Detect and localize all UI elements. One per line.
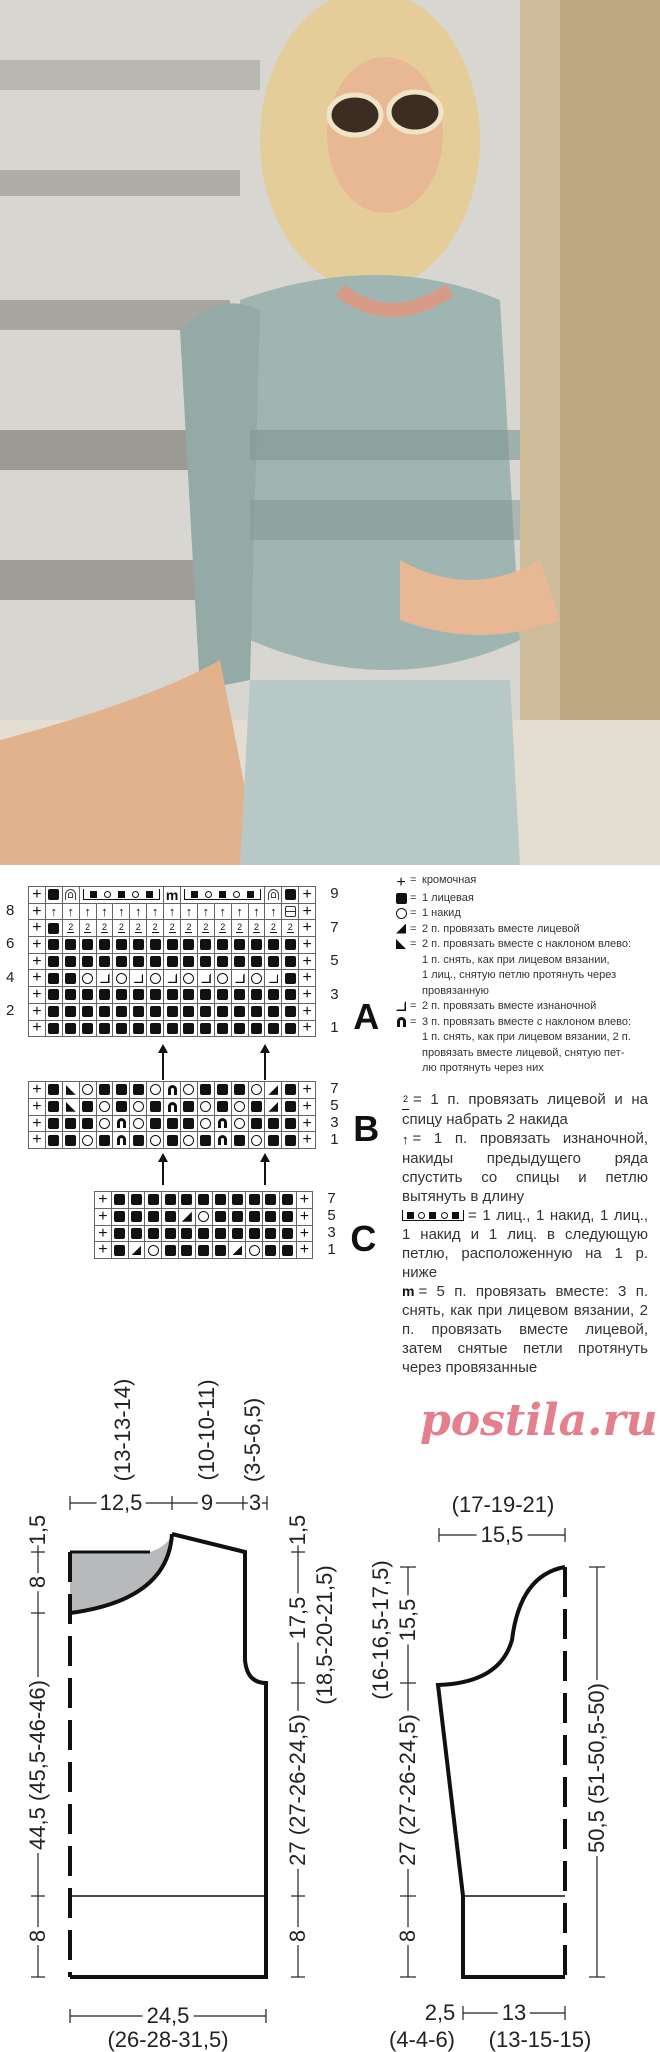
front-armhole-height: 17,5 bbox=[287, 1594, 309, 1643]
edge-stitch-icon: + bbox=[32, 885, 42, 903]
equals-sign: = bbox=[410, 1000, 417, 1012]
front-bottom-width-sizes: (26-28-31,5) bbox=[107, 2027, 229, 2052]
row-number: 9 bbox=[330, 885, 339, 903]
edge-stitch-icon: + bbox=[302, 952, 312, 970]
dropped-yo-arrow-icon: ↑ bbox=[202, 904, 210, 920]
row-number: 3 bbox=[330, 1114, 339, 1131]
row-number: 7 bbox=[330, 1080, 339, 1098]
edge-stitch-icon: + bbox=[98, 1224, 108, 1242]
row-number: 4 bbox=[6, 968, 15, 986]
double-yo-icon: 2 bbox=[102, 922, 108, 933]
dropped-yo-arrow-icon: ↑ bbox=[67, 904, 74, 920]
sleeve-cap-sizes: (16-16,5-17,5) bbox=[368, 1560, 393, 1700]
row-number: 3 bbox=[330, 985, 339, 1003]
legend-text: 2 п. провязать вместе лицевой bbox=[422, 922, 580, 935]
equals-sign: = bbox=[410, 907, 417, 919]
edge-stitch-icon: + bbox=[32, 1080, 42, 1098]
front-right-rib-height: 8 bbox=[287, 1927, 309, 1945]
dropped-yo-arrow-icon: ↑ bbox=[236, 904, 243, 920]
row-number: 1 bbox=[330, 1018, 339, 1036]
edge-stitch-icon: + bbox=[302, 1080, 312, 1098]
front-armhole-sizes: (18,5-20-21,5) bbox=[312, 1565, 337, 1705]
front-piece bbox=[70, 1534, 266, 1977]
front-side-length: 27 (27-26-24,5) bbox=[287, 1711, 309, 1869]
dropped-yo-arrow-icon: ↑ bbox=[118, 904, 125, 920]
edge-stitch-icon: + bbox=[32, 985, 42, 1003]
edge-stitch-icon: + bbox=[302, 1097, 312, 1115]
front-neck-width: 12,5 bbox=[97, 1492, 146, 1514]
dropped-yo-arrow-icon: ↑ bbox=[50, 904, 58, 920]
equals-sign: = bbox=[410, 1015, 417, 1028]
front-shoulder-width-sizes: (3-5-6,5) bbox=[240, 1397, 265, 1483]
edge-stitch-icon: + bbox=[98, 1241, 108, 1259]
front-bottom-width: 24,5 bbox=[143, 2005, 194, 2027]
row-number: 1 bbox=[330, 1130, 339, 1148]
sleeve-top-width-sizes: (17-19-21) bbox=[451, 1492, 555, 1517]
double-yo-icon: 2 bbox=[254, 922, 260, 933]
edge-stitch-icon: + bbox=[302, 902, 312, 920]
edge-stitch-icon: + bbox=[32, 1002, 42, 1020]
front-total-length: 44,5 (45,5-46-46) bbox=[27, 1677, 49, 1853]
five-together-icon: m bbox=[402, 1283, 415, 1300]
double-yo-icon: 2 bbox=[402, 1090, 409, 1110]
equals-sign: = bbox=[410, 922, 417, 935]
front-neck-width-sizes: (13-13-14) bbox=[110, 1378, 135, 1482]
row-number: 7 bbox=[330, 918, 339, 936]
legend-text: кромочная bbox=[422, 874, 477, 886]
row-number: 5 bbox=[330, 1097, 339, 1115]
dropped-yo-arrow-icon: ↑ bbox=[185, 904, 193, 920]
row-number: 3 bbox=[327, 1224, 336, 1241]
legend-text: = 1 лиц., 1 накид, 1 лиц., 1 накид и 1 лиц. в следующую петлю, расположенную на 1 р. ниже bbox=[402, 1206, 648, 1281]
double-yo-icon: 2 bbox=[169, 922, 175, 933]
double-yo-icon: 2 bbox=[135, 922, 141, 933]
front-left-rib-height: 8 bbox=[27, 1927, 49, 1945]
legend-text: = 1 п. провязать лицевой и на спицу набрать 2 накида bbox=[402, 1091, 648, 1129]
dropped-yo-arrow-icon: ↑ bbox=[101, 904, 108, 920]
edge-stitch-icon: + bbox=[299, 1224, 310, 1242]
row-number: 8 bbox=[6, 902, 15, 920]
edge-stitch-icon: + bbox=[302, 1131, 312, 1149]
sleeve-total-length: 50,5 (51-50,5-50) bbox=[586, 1680, 608, 1856]
edge-stitch-icon: + bbox=[32, 1019, 42, 1037]
row-number: 2 bbox=[6, 1002, 15, 1020]
edge-stitch-icon: + bbox=[32, 1097, 42, 1115]
edge-stitch-icon: + bbox=[32, 1131, 42, 1149]
edge-stitch-icon: + bbox=[302, 985, 312, 1003]
double-yo-icon: 2 bbox=[270, 922, 276, 933]
dropped-yo-arrow-icon: ↑ bbox=[151, 904, 159, 920]
sleeve-rib-height: 8 bbox=[397, 1927, 419, 1945]
legend-text: 2 п. провязать вместе с наклоном влево: 1 п. снять, как при лицевом вязании, 1 лиц., снятую петлю протянуть через провязанную bbox=[422, 938, 632, 997]
edge-stitch-icon: + bbox=[98, 1207, 108, 1225]
double-yo-icon: 2 bbox=[85, 922, 91, 933]
sleeve-bottom-offset: 2,5 bbox=[424, 2000, 456, 2025]
equals-sign: = bbox=[410, 938, 417, 950]
edge-stitch-icon: + bbox=[32, 952, 42, 970]
legend-text: = 5 п. провязать вместе: 3 п. снять, как при лицевом вязании, 2 п. провязать вместе лицевой, затем снятые петли протянуть через провязанные bbox=[402, 1282, 648, 1377]
row-number: 7 bbox=[327, 1190, 336, 1208]
double-yo-icon: 2 bbox=[68, 922, 74, 933]
edge-stitch-icon: + bbox=[299, 1207, 310, 1225]
edge-stitch-icon: + bbox=[302, 885, 312, 903]
edge-stitch-icon: + bbox=[299, 1241, 310, 1259]
five-together-icon: m bbox=[165, 886, 179, 903]
front-mid-width-sizes: (10-10-11) bbox=[194, 1379, 219, 1481]
edge-stitch-icon: + bbox=[302, 1019, 312, 1037]
equals-sign: = bbox=[410, 891, 417, 904]
dropped-yo-arrow-icon: ↑ bbox=[270, 904, 277, 920]
watermark-logo: postila.ru bbox=[420, 1395, 658, 1446]
double-yo-icon: 2 bbox=[220, 922, 226, 933]
sleeve-bottom-width: 13 bbox=[498, 2002, 530, 2024]
front-shoulder-width: 3 bbox=[248, 1490, 262, 1515]
legend-text: 1 накид bbox=[422, 907, 461, 919]
double-yo-icon: 2 bbox=[186, 922, 192, 933]
dropped-yo-arrow-icon: ↑ bbox=[253, 904, 260, 920]
double-yo-icon: 2 bbox=[287, 922, 293, 933]
dropped-yo-arrow-icon: ↑ bbox=[135, 904, 142, 920]
front-neck-depth-width: 9 bbox=[198, 1492, 216, 1514]
edge-stitch-icon: + bbox=[302, 1114, 312, 1132]
row-number: 5 bbox=[327, 1207, 336, 1225]
row-number: 5 bbox=[330, 952, 339, 970]
edge-stitch-icon: + bbox=[98, 1190, 108, 1208]
dropped-yo-arrow-icon: ↑ bbox=[84, 904, 91, 920]
legend-text: = 1 п. провязать изнаночной, накиды предыдущего ряда спустить со спицы и петлю вытянуть в длину bbox=[402, 1130, 648, 1205]
edge-stitch-icon: + bbox=[32, 902, 42, 920]
dropped-yo-arrow-icon: ↑ bbox=[219, 904, 226, 920]
front-left-neck-height: 8 bbox=[27, 1573, 49, 1591]
front-right-shoulder-height: 1,5 bbox=[285, 1514, 310, 1546]
sleeve-piece bbox=[438, 1567, 565, 1977]
edge-stitch-icon: + bbox=[32, 969, 42, 987]
sleeve-bottom-width-sizes: (13-15-15) bbox=[488, 2027, 592, 2052]
legend-text: 2 п. провязать вместе изнаночной bbox=[422, 1000, 597, 1012]
double-yo-icon: 2 bbox=[152, 922, 158, 933]
equals-sign: = bbox=[410, 874, 417, 886]
chart-letter: C bbox=[350, 1218, 377, 1260]
dropped-yo-arrow-icon: ↑ bbox=[168, 904, 176, 920]
edge-stitch-icon: + bbox=[302, 935, 312, 953]
chart-letter: B bbox=[353, 1108, 380, 1150]
double-yo-icon: 2 bbox=[203, 922, 209, 933]
sleeve-bottom-offset-sizes: (4-4-6) bbox=[388, 2027, 456, 2052]
dropped-yo-arrow-icon: ↑ bbox=[402, 1131, 409, 1147]
row-number: 6 bbox=[6, 935, 15, 953]
edge-stitch-icon: + bbox=[302, 969, 312, 987]
edge-stitch-icon: + bbox=[32, 919, 42, 937]
double-yo-icon: 2 bbox=[237, 922, 243, 933]
edge-stitch-icon: + bbox=[302, 919, 312, 937]
edge-stitch-icon: + bbox=[396, 874, 406, 891]
edge-stitch-icon: + bbox=[32, 1114, 42, 1132]
sleeve-cap-height: 15,5 bbox=[397, 1596, 419, 1645]
front-left-shoulder-height: 1,5 bbox=[25, 1514, 50, 1546]
edge-stitch-icon: + bbox=[299, 1190, 310, 1208]
edge-stitch-icon: + bbox=[302, 1002, 312, 1020]
edge-stitch-icon: + bbox=[32, 935, 42, 953]
legend-text: 3 п. провязать вместе с наклоном влево: 1 п. снять, как при лицевом вязании, 2 п. провязать вместе лицевой, снятую пет- лю протянуть через них bbox=[422, 1015, 632, 1074]
chart-letter: A bbox=[353, 996, 380, 1038]
row-number: 1 bbox=[327, 1240, 336, 1258]
sleeve-side-length: 27 (27-26-24,5) bbox=[397, 1711, 419, 1869]
legend-text: 1 лицевая bbox=[422, 891, 474, 904]
double-yo-icon: 2 bbox=[118, 922, 124, 933]
sleeve-top-width: 15,5 bbox=[477, 1524, 528, 1546]
